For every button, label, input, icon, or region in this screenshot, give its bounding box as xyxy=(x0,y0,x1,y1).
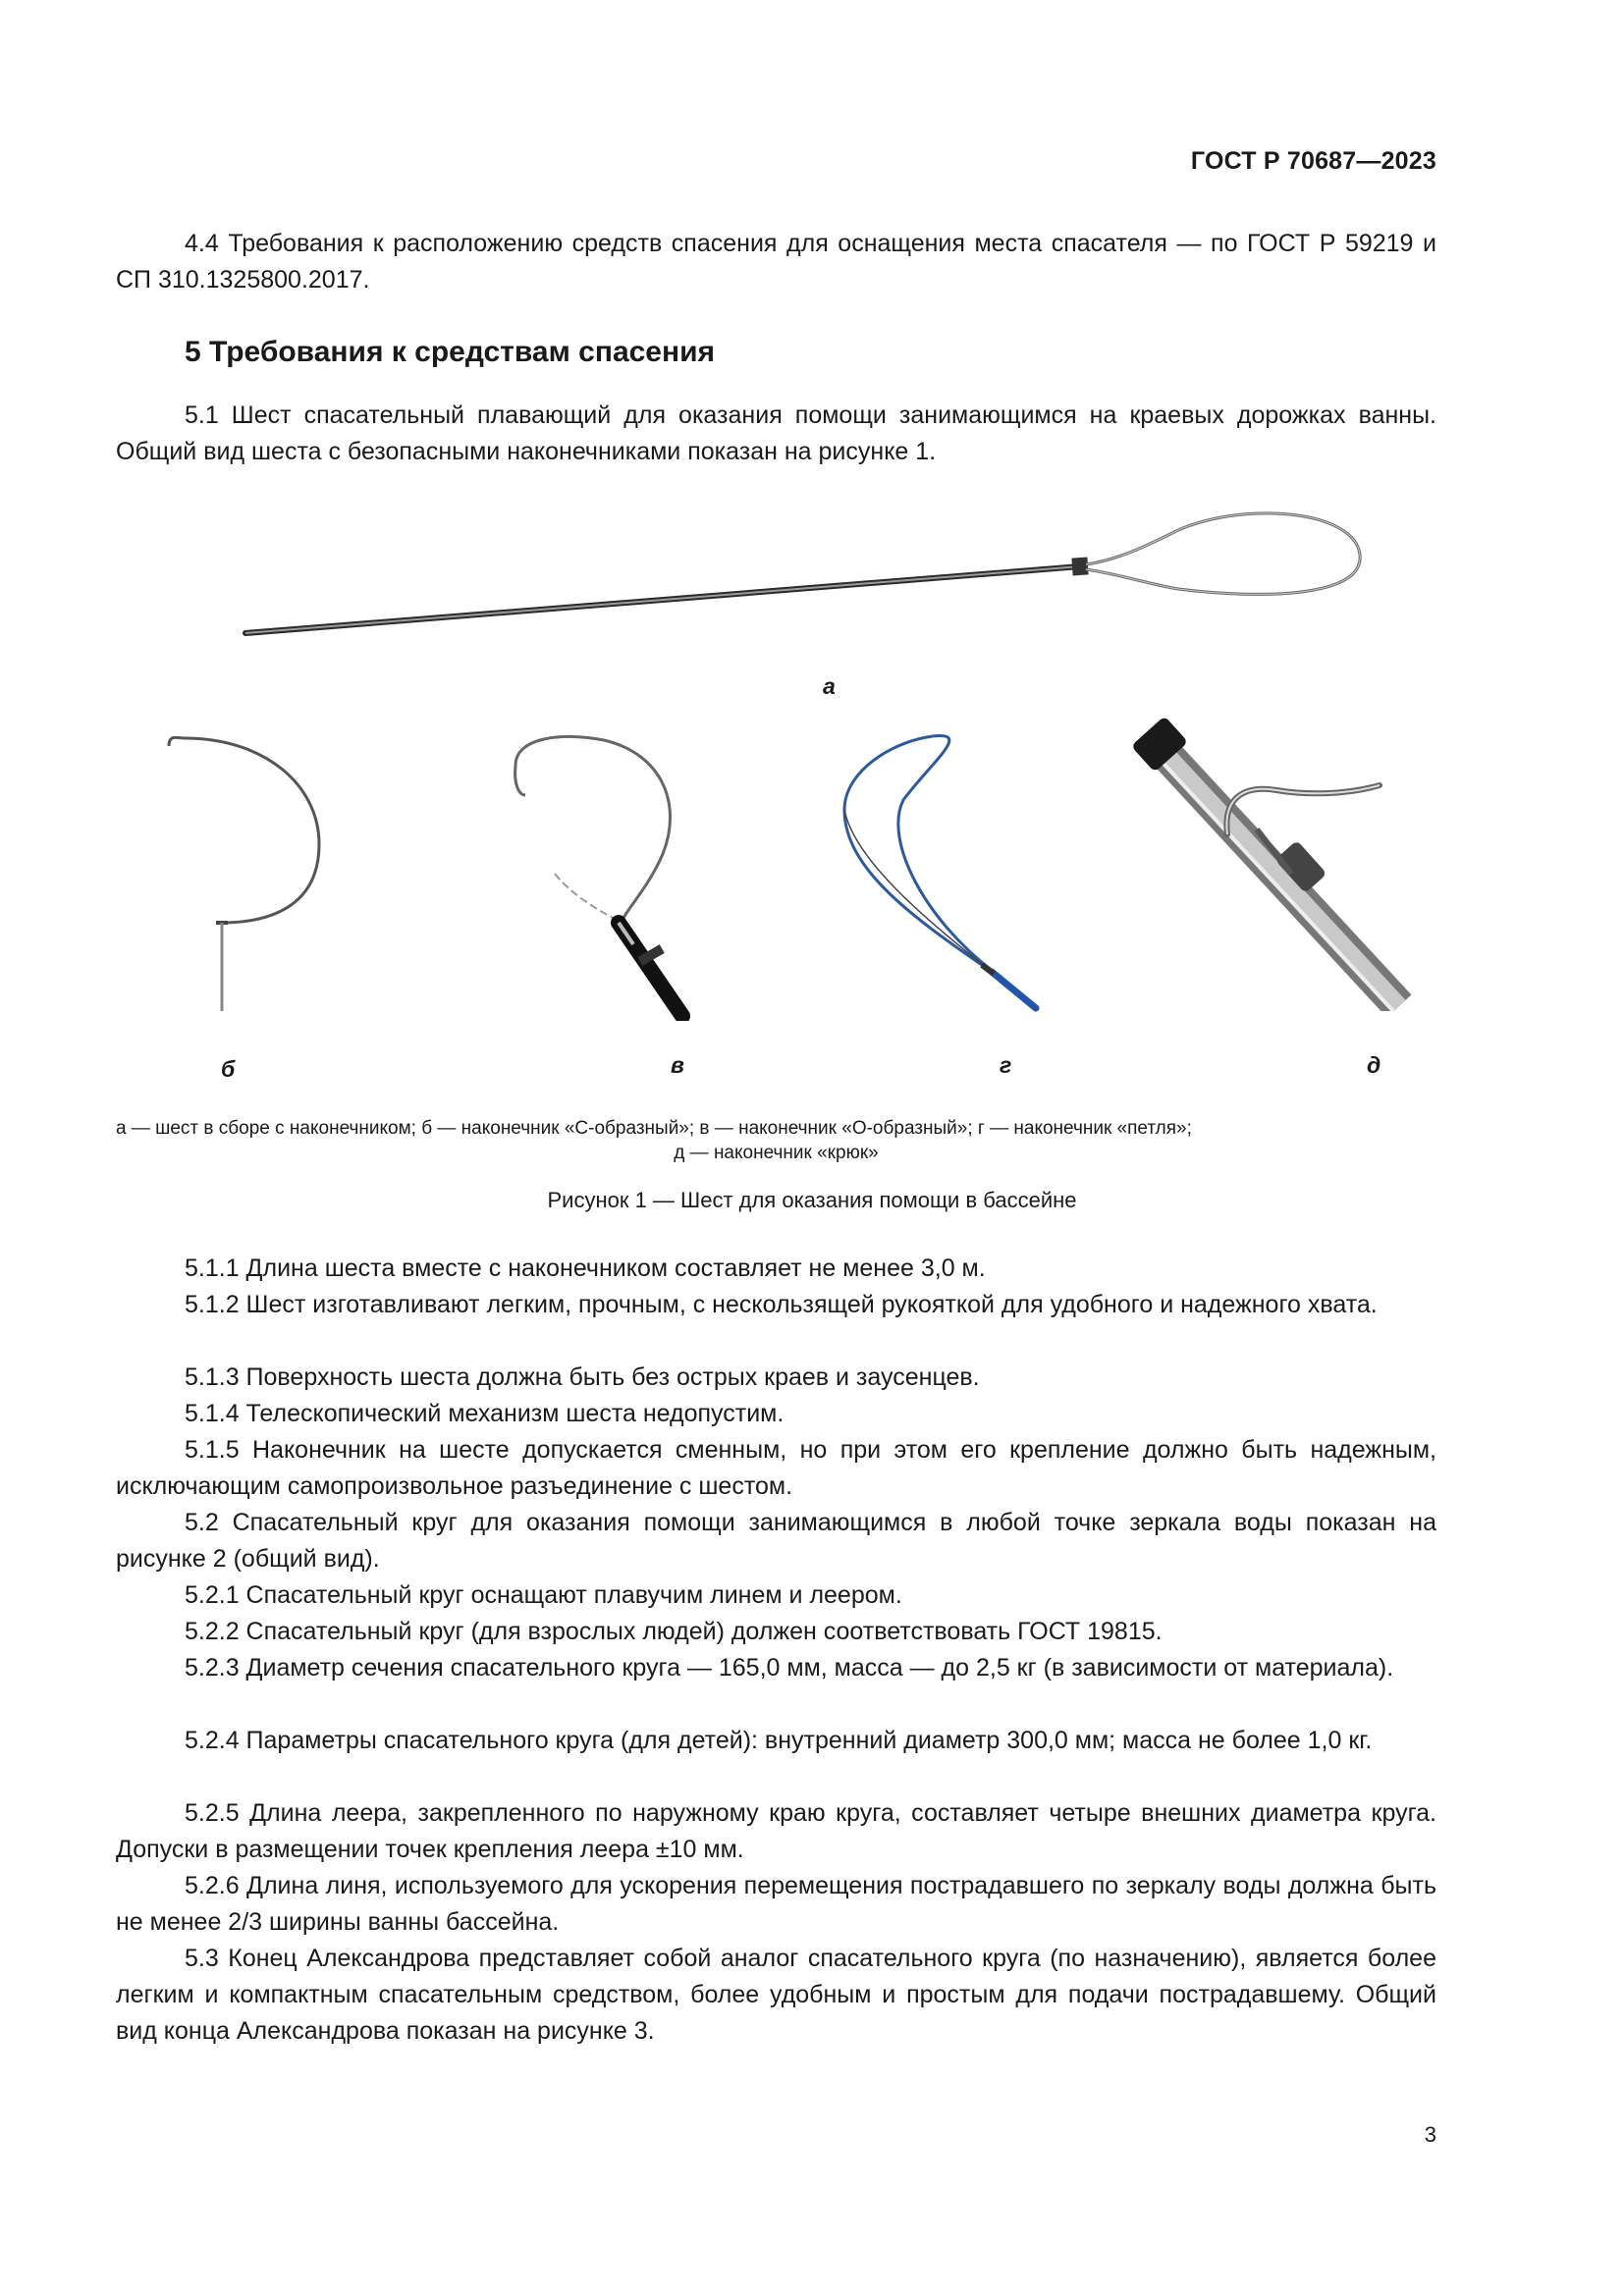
paragraph-4-4: 4.4 Требования к расположению средств спасения для оснащения места спасателя — по ГОСТ Р 59219 и СП 310.1325800.2017. xyxy=(116,230,1436,294)
figure-legend-line1: а — шест в сборе с наконечником; б — наконечник «С-образный»; в — наконечник «О-образный»; г — наконечник «петля»; xyxy=(116,1118,1192,1139)
figure-label-a: а xyxy=(823,673,836,699)
paragraph-5-2-6: 5.2.6 Длина линя, используемого для ускорения перемещения пострадавшего по зеркалу воды должна быть не менее 2/3 ширины ванны бассейна. xyxy=(116,1872,1436,1936)
paragraph-5-2-2: 5.2.2 Спасательный круг (для взрослых людей) должен соответствовать ГОСТ 19815. xyxy=(185,1618,1163,1645)
figure-label-d: д xyxy=(1367,1052,1381,1078)
o-shaped-tip-illustration xyxy=(496,726,712,1021)
paragraph-5-2: 5.2 Спасательный круг для оказания помощи занимающимся в любой точке зеркала воды показан на рисунке 2 (общий вид). xyxy=(116,1509,1436,1573)
paragraph-5-1-5: 5.1.5 Наконечник на шесте допускается сменным, но при этом его крепление должно быть надежным, исключающим самопроизвольное разъединение с шестом. xyxy=(116,1436,1436,1500)
figure-legend xyxy=(116,1116,1436,1165)
loop-tip-illustration xyxy=(825,721,1060,1016)
section-heading: 5 Требования к средствам спасения xyxy=(185,336,716,368)
figure-title: Рисунок 1 — Шест для оказания помощи в бассейне xyxy=(547,1188,1077,1212)
paragraph-5-1-1: 5.1.1 Длина шеста вместе с наконечником составляет не менее 3,0 м. xyxy=(185,1255,986,1282)
paragraph-5-3: 5.3 Конец Александрова представляет собой аналог спасательного круга (по назначению), является более легким и компактным спасательным средством, более удобным и простым для подачи пострадавшему. Общий вид конца Александрова показан на рисунке 3. xyxy=(116,1945,1436,2045)
paragraph-5-2-5: 5.2.5 Длина леера, закрепленного по наружному краю круга, составляет четыре внешних диаметра круга. Допуски в размещении точек крепления леера ±10 мм. xyxy=(116,1799,1436,1863)
c-shaped-tip-illustration xyxy=(157,726,334,1021)
paragraph-5-2-3: 5.2.3 Диаметр сечения спасательного круга — 165,0 мм, масса — до 2,5 кг (в зависимости от материала). xyxy=(185,1654,1394,1682)
paragraph-5-1: 5.1 Шест спасательный плавающий для оказания помощи занимающимся на краевых дорожках ванны. Общий вид шеста с безопасными наконечниками показан на рисунке 1. xyxy=(116,401,1436,465)
figure-label-b: б xyxy=(221,1056,236,1082)
page-number: 3 xyxy=(1424,2122,1436,2147)
document-code: ГОСТ Р 70687—2023 xyxy=(1190,147,1436,175)
figure-label-v: в xyxy=(671,1052,684,1078)
paragraph-5-1-3: 5.1.3 Поверхность шеста должна быть без острых краев и заусенцев. xyxy=(185,1363,980,1391)
figure-label-g: г xyxy=(1000,1052,1012,1078)
paragraph-5-2-4: 5.2.4 Параметры спасательного круга (для детей): внутренний диаметр 300,0 мм; масса не более 1,0 кг. xyxy=(185,1727,1373,1754)
paragraph-5-1-2: 5.1.2 Шест изготавливают легким, прочным, с нескользящей рукояткой для удобного и надежного хвата. xyxy=(185,1291,1378,1318)
paragraph-5-1-4: 5.1.4 Телескопический механизм шеста недопустим. xyxy=(185,1400,785,1427)
pole-assembly-illustration xyxy=(236,510,1384,648)
paragraph-5-2-1: 5.2.1 Спасательный круг оснащают плавучим линем и леером. xyxy=(185,1581,902,1609)
hook-tip-illustration xyxy=(1119,717,1414,1011)
figure-legend-line2: д — наконечник «крюк» xyxy=(674,1143,879,1163)
